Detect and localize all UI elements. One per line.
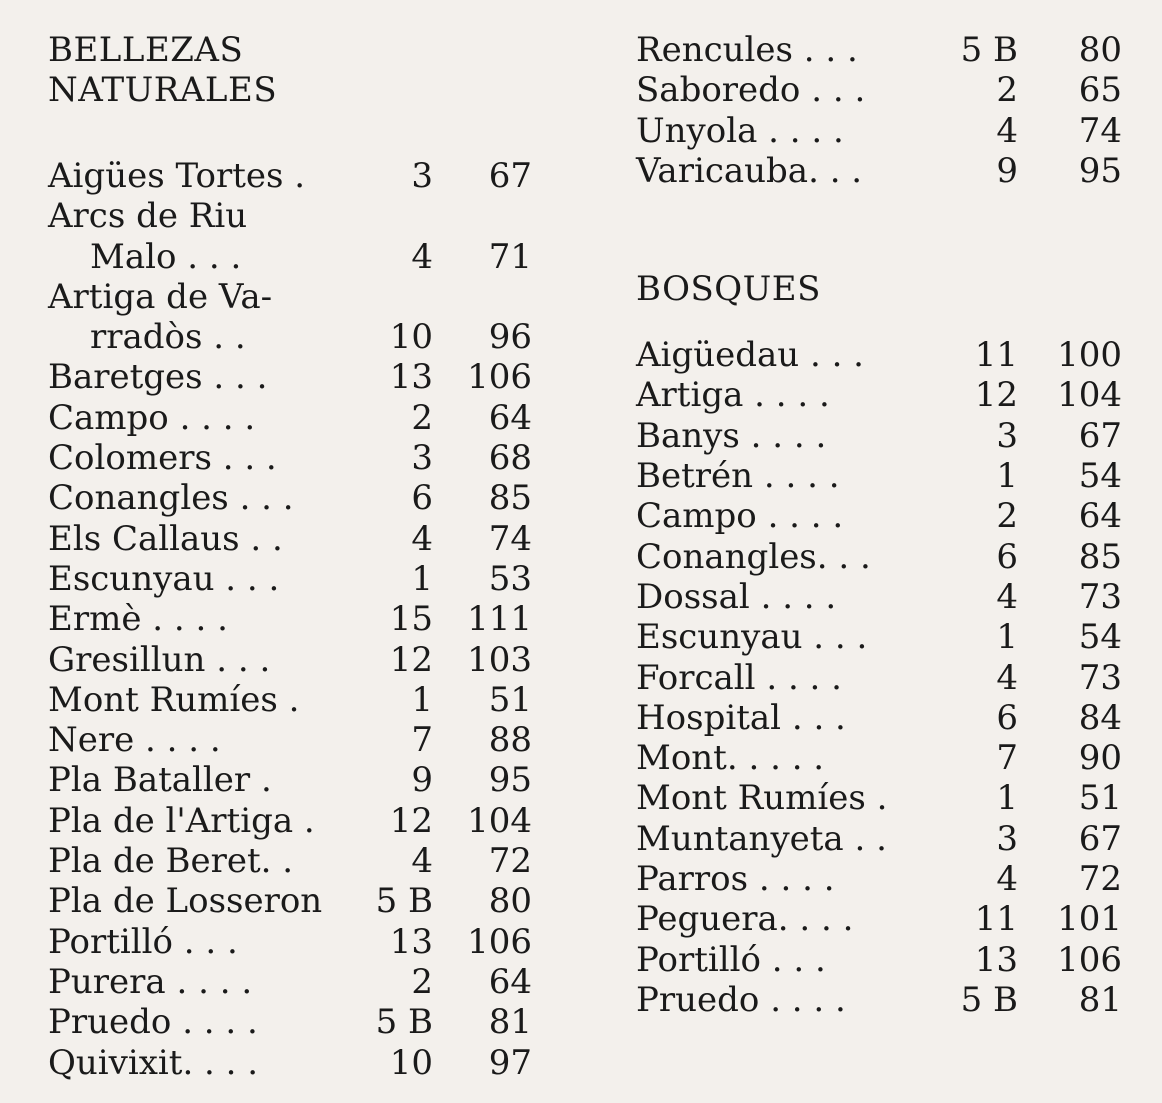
entry-name: Varicauba. . . — [636, 150, 863, 191]
entry-name: Escunyau . . . — [48, 558, 280, 599]
entry-page: 104 — [467, 800, 532, 841]
index-entry — [636, 899, 1126, 939]
entry-volume: 2 — [996, 496, 1018, 537]
index-entry — [48, 760, 538, 800]
entry-volume: 12 — [389, 639, 433, 680]
entry-name: Muntanyeta . . — [636, 818, 887, 859]
entry-volume: 5 B — [960, 30, 1018, 70]
entry-volume: 15 — [389, 599, 433, 640]
entry-volume: 6 — [996, 536, 1018, 577]
entry-volume: 13 — [389, 921, 433, 962]
entry-volume: 4 — [411, 518, 433, 559]
entry-name: Campo . . . . — [48, 397, 256, 438]
entry-page: 97 — [488, 1042, 532, 1083]
entry-name: rradòs . . — [90, 317, 246, 358]
entry-volume: 10 — [389, 1042, 433, 1083]
right-column — [636, 30, 1126, 1020]
entry-page: 85 — [1078, 536, 1122, 577]
entry-page: 73 — [1078, 576, 1122, 617]
entry-volume: 4 — [996, 110, 1018, 151]
entry-page: 74 — [488, 518, 532, 559]
index-list-bosques — [636, 335, 1126, 1020]
index-entry — [636, 111, 1126, 151]
entry-name: Artiga . . . . — [636, 375, 830, 416]
entry-page: 106 — [467, 357, 532, 398]
entry-name: Banys . . . . — [636, 415, 827, 456]
entry-name: Colomers . . . — [48, 438, 277, 479]
entry-name: Portilló . . . — [48, 921, 238, 962]
entry-volume: 5 B — [375, 881, 433, 922]
entry-volume: 2 — [411, 961, 433, 1002]
entry-volume: 10 — [389, 317, 433, 358]
entry-volume: 1 — [996, 456, 1018, 497]
index-list-bellezas — [48, 156, 538, 1083]
entry-page: 106 — [467, 921, 532, 962]
entry-name: Pla de l'Artiga . — [48, 800, 315, 841]
entry-name: Arcs de Riu — [48, 196, 248, 237]
entry-name: Hospital . . . — [636, 697, 846, 738]
index-entry — [636, 151, 1126, 191]
entry-volume: 9 — [996, 150, 1018, 191]
entry-page: 64 — [1078, 496, 1122, 537]
entry-volume: 12 — [389, 800, 433, 841]
entry-volume: 3 — [411, 438, 433, 479]
index-entry — [48, 519, 538, 559]
entry-volume: 1 — [996, 778, 1018, 819]
index-entry — [48, 720, 538, 760]
entry-name: Malo . . . — [90, 236, 242, 277]
index-entry — [48, 277, 538, 317]
entry-name: Gresillun . . . — [48, 639, 271, 680]
entry-volume: 4 — [996, 859, 1018, 900]
index-entry — [48, 559, 538, 599]
index-entry — [48, 881, 538, 921]
index-entry — [48, 680, 538, 720]
entry-name: Artiga de Va- — [48, 276, 273, 317]
section-gap — [636, 191, 1126, 269]
heading-gap — [636, 309, 1126, 335]
entry-volume: 13 — [974, 939, 1018, 980]
entry-name: Portilló . . . — [636, 939, 826, 980]
entry-name: Conangles. . . — [636, 536, 871, 577]
entry-page: 54 — [1078, 617, 1122, 658]
index-entry — [48, 438, 538, 478]
entry-volume: 1 — [996, 617, 1018, 658]
entry-page: 64 — [488, 397, 532, 438]
entry-page: 68 — [488, 438, 532, 479]
index-entry — [636, 537, 1126, 577]
entry-name: Saboredo . . . — [636, 70, 866, 111]
entry-name: Dossal . . . . — [636, 576, 837, 617]
index-entry — [48, 801, 538, 841]
index-entry — [48, 1043, 538, 1083]
entry-name: Pla de Losseron — [48, 881, 323, 922]
entry-name: Ermè . . . . — [48, 599, 228, 640]
entry-page: 72 — [1078, 859, 1122, 900]
index-entry — [48, 922, 538, 962]
index-entry — [636, 375, 1126, 415]
index-entry — [636, 335, 1126, 375]
entry-volume: 12 — [974, 375, 1018, 416]
entry-volume: 4 — [996, 657, 1018, 698]
entry-volume: 7 — [996, 738, 1018, 779]
entry-page: 101 — [1057, 899, 1122, 940]
entry-name: Purera . . . . — [48, 961, 253, 1002]
entry-name: Escunyau . . . — [636, 617, 868, 658]
entry-volume: 4 — [411, 841, 433, 882]
entry-page: 80 — [1078, 30, 1122, 70]
entry-volume: 6 — [411, 478, 433, 519]
entry-name: Pruedo . . . . — [636, 979, 846, 1020]
index-entry — [636, 698, 1126, 738]
entry-volume: 4 — [996, 576, 1018, 617]
entry-page: 96 — [488, 317, 532, 358]
entry-name: Aigües Tortes . — [48, 156, 306, 196]
entry-name: Rencules . . . — [636, 30, 858, 70]
entry-page: 67 — [488, 156, 532, 196]
index-entry — [48, 640, 538, 680]
entry-name: Parros . . . . — [636, 859, 835, 900]
index-entry — [636, 980, 1126, 1020]
entry-name: Quivixit. . . . — [48, 1042, 259, 1083]
entry-page: 65 — [1078, 70, 1122, 111]
index-entry — [48, 599, 538, 639]
entry-volume: 9 — [411, 760, 433, 801]
entry-volume: 6 — [996, 697, 1018, 738]
index-entry — [48, 156, 538, 196]
entry-name: Campo . . . . — [636, 496, 844, 537]
entry-page: 103 — [467, 639, 532, 680]
index-entry — [48, 196, 538, 236]
entry-page: 72 — [488, 841, 532, 882]
entry-name: Forcall . . . . — [636, 657, 842, 698]
index-entry — [636, 496, 1126, 536]
index-entry — [636, 617, 1126, 657]
entry-volume: 1 — [411, 558, 433, 599]
entry-volume: 2 — [411, 397, 433, 438]
entry-page: 84 — [1078, 697, 1122, 738]
heading-gap — [48, 110, 538, 156]
entry-name: Els Callaus . . — [48, 518, 283, 559]
entry-page: 100 — [1057, 335, 1122, 376]
entry-page: 95 — [488, 760, 532, 801]
entry-volume: 7 — [411, 720, 433, 761]
index-entry — [48, 478, 538, 518]
section-heading-bellezas-naturales — [48, 30, 538, 110]
entry-page: 80 — [488, 881, 532, 922]
entry-volume: 11 — [974, 335, 1018, 376]
entry-name: Mont Rumíes . — [48, 679, 300, 720]
entry-name: Baretges . . . — [48, 357, 268, 398]
entry-name: Unyola . . . . — [636, 110, 844, 151]
index-entry — [636, 456, 1126, 496]
entry-name: Pla de Beret. . — [48, 841, 294, 882]
entry-page: 73 — [1078, 657, 1122, 698]
entry-name: Mont. . . . . — [636, 738, 825, 779]
index-entry — [48, 357, 538, 397]
entry-page: 81 — [488, 1002, 532, 1043]
index-entry — [636, 416, 1126, 456]
index-entry — [48, 398, 538, 438]
index-entry — [48, 237, 538, 277]
entry-name: Mont Rumíes . — [636, 778, 888, 819]
heading-line-1: BELLEZAS — [48, 30, 244, 70]
entry-volume: 3 — [996, 818, 1018, 859]
index-entry — [636, 778, 1126, 818]
entry-volume: 11 — [974, 899, 1018, 940]
entry-page: 95 — [1078, 150, 1122, 191]
entry-volume: 1 — [411, 679, 433, 720]
index-entry — [48, 841, 538, 881]
entry-volume: 5 B — [375, 1002, 433, 1043]
index-entry — [48, 317, 538, 357]
entry-name: Nere . . . . — [48, 720, 221, 761]
entry-page: 51 — [1078, 778, 1122, 819]
index-entry — [636, 577, 1126, 617]
entry-volume: 5 B — [960, 979, 1018, 1020]
entry-page: 51 — [488, 679, 532, 720]
left-column — [48, 30, 538, 1083]
entry-page: 88 — [488, 720, 532, 761]
index-entry — [48, 962, 538, 1002]
section-heading-bosques: BOSQUES — [636, 269, 821, 310]
entry-name: Peguera. . . . — [636, 899, 854, 940]
entry-page: 90 — [1078, 738, 1122, 779]
index-entry — [636, 738, 1126, 778]
entry-volume: 2 — [996, 70, 1018, 111]
index-entry — [636, 30, 1126, 70]
entry-page: 71 — [488, 236, 532, 277]
index-entry — [636, 819, 1126, 859]
entry-volume: 4 — [411, 236, 433, 277]
entry-name: Aigüedau . . . — [636, 335, 864, 376]
entry-volume: 13 — [389, 357, 433, 398]
index-entry — [636, 70, 1126, 110]
index-entry — [48, 1002, 538, 1042]
entry-volume: 3 — [996, 415, 1018, 456]
entry-page: 64 — [488, 961, 532, 1002]
entry-name: Pruedo . . . . — [48, 1002, 258, 1043]
index-list-bellezas-continued — [636, 30, 1126, 191]
entry-page: 67 — [1078, 818, 1122, 859]
entry-volume: 3 — [411, 156, 433, 196]
entry-page: 74 — [1078, 110, 1122, 151]
entry-page: 85 — [488, 478, 532, 519]
heading-line-2: NATURALES — [48, 70, 278, 110]
entry-page: 53 — [488, 558, 532, 599]
entry-page: 54 — [1078, 456, 1122, 497]
entry-name: Betrén . . . . — [636, 456, 840, 497]
index-entry — [636, 940, 1126, 980]
entry-page: 106 — [1057, 939, 1122, 980]
index-entry — [636, 658, 1126, 698]
index-entry — [636, 859, 1126, 899]
entry-page: 104 — [1057, 375, 1122, 416]
entry-page: 111 — [467, 599, 532, 640]
entry-name: Pla Bataller . — [48, 760, 272, 801]
entry-page: 81 — [1078, 979, 1122, 1020]
entry-page: 67 — [1078, 415, 1122, 456]
entry-name: Conangles . . . — [48, 478, 294, 519]
